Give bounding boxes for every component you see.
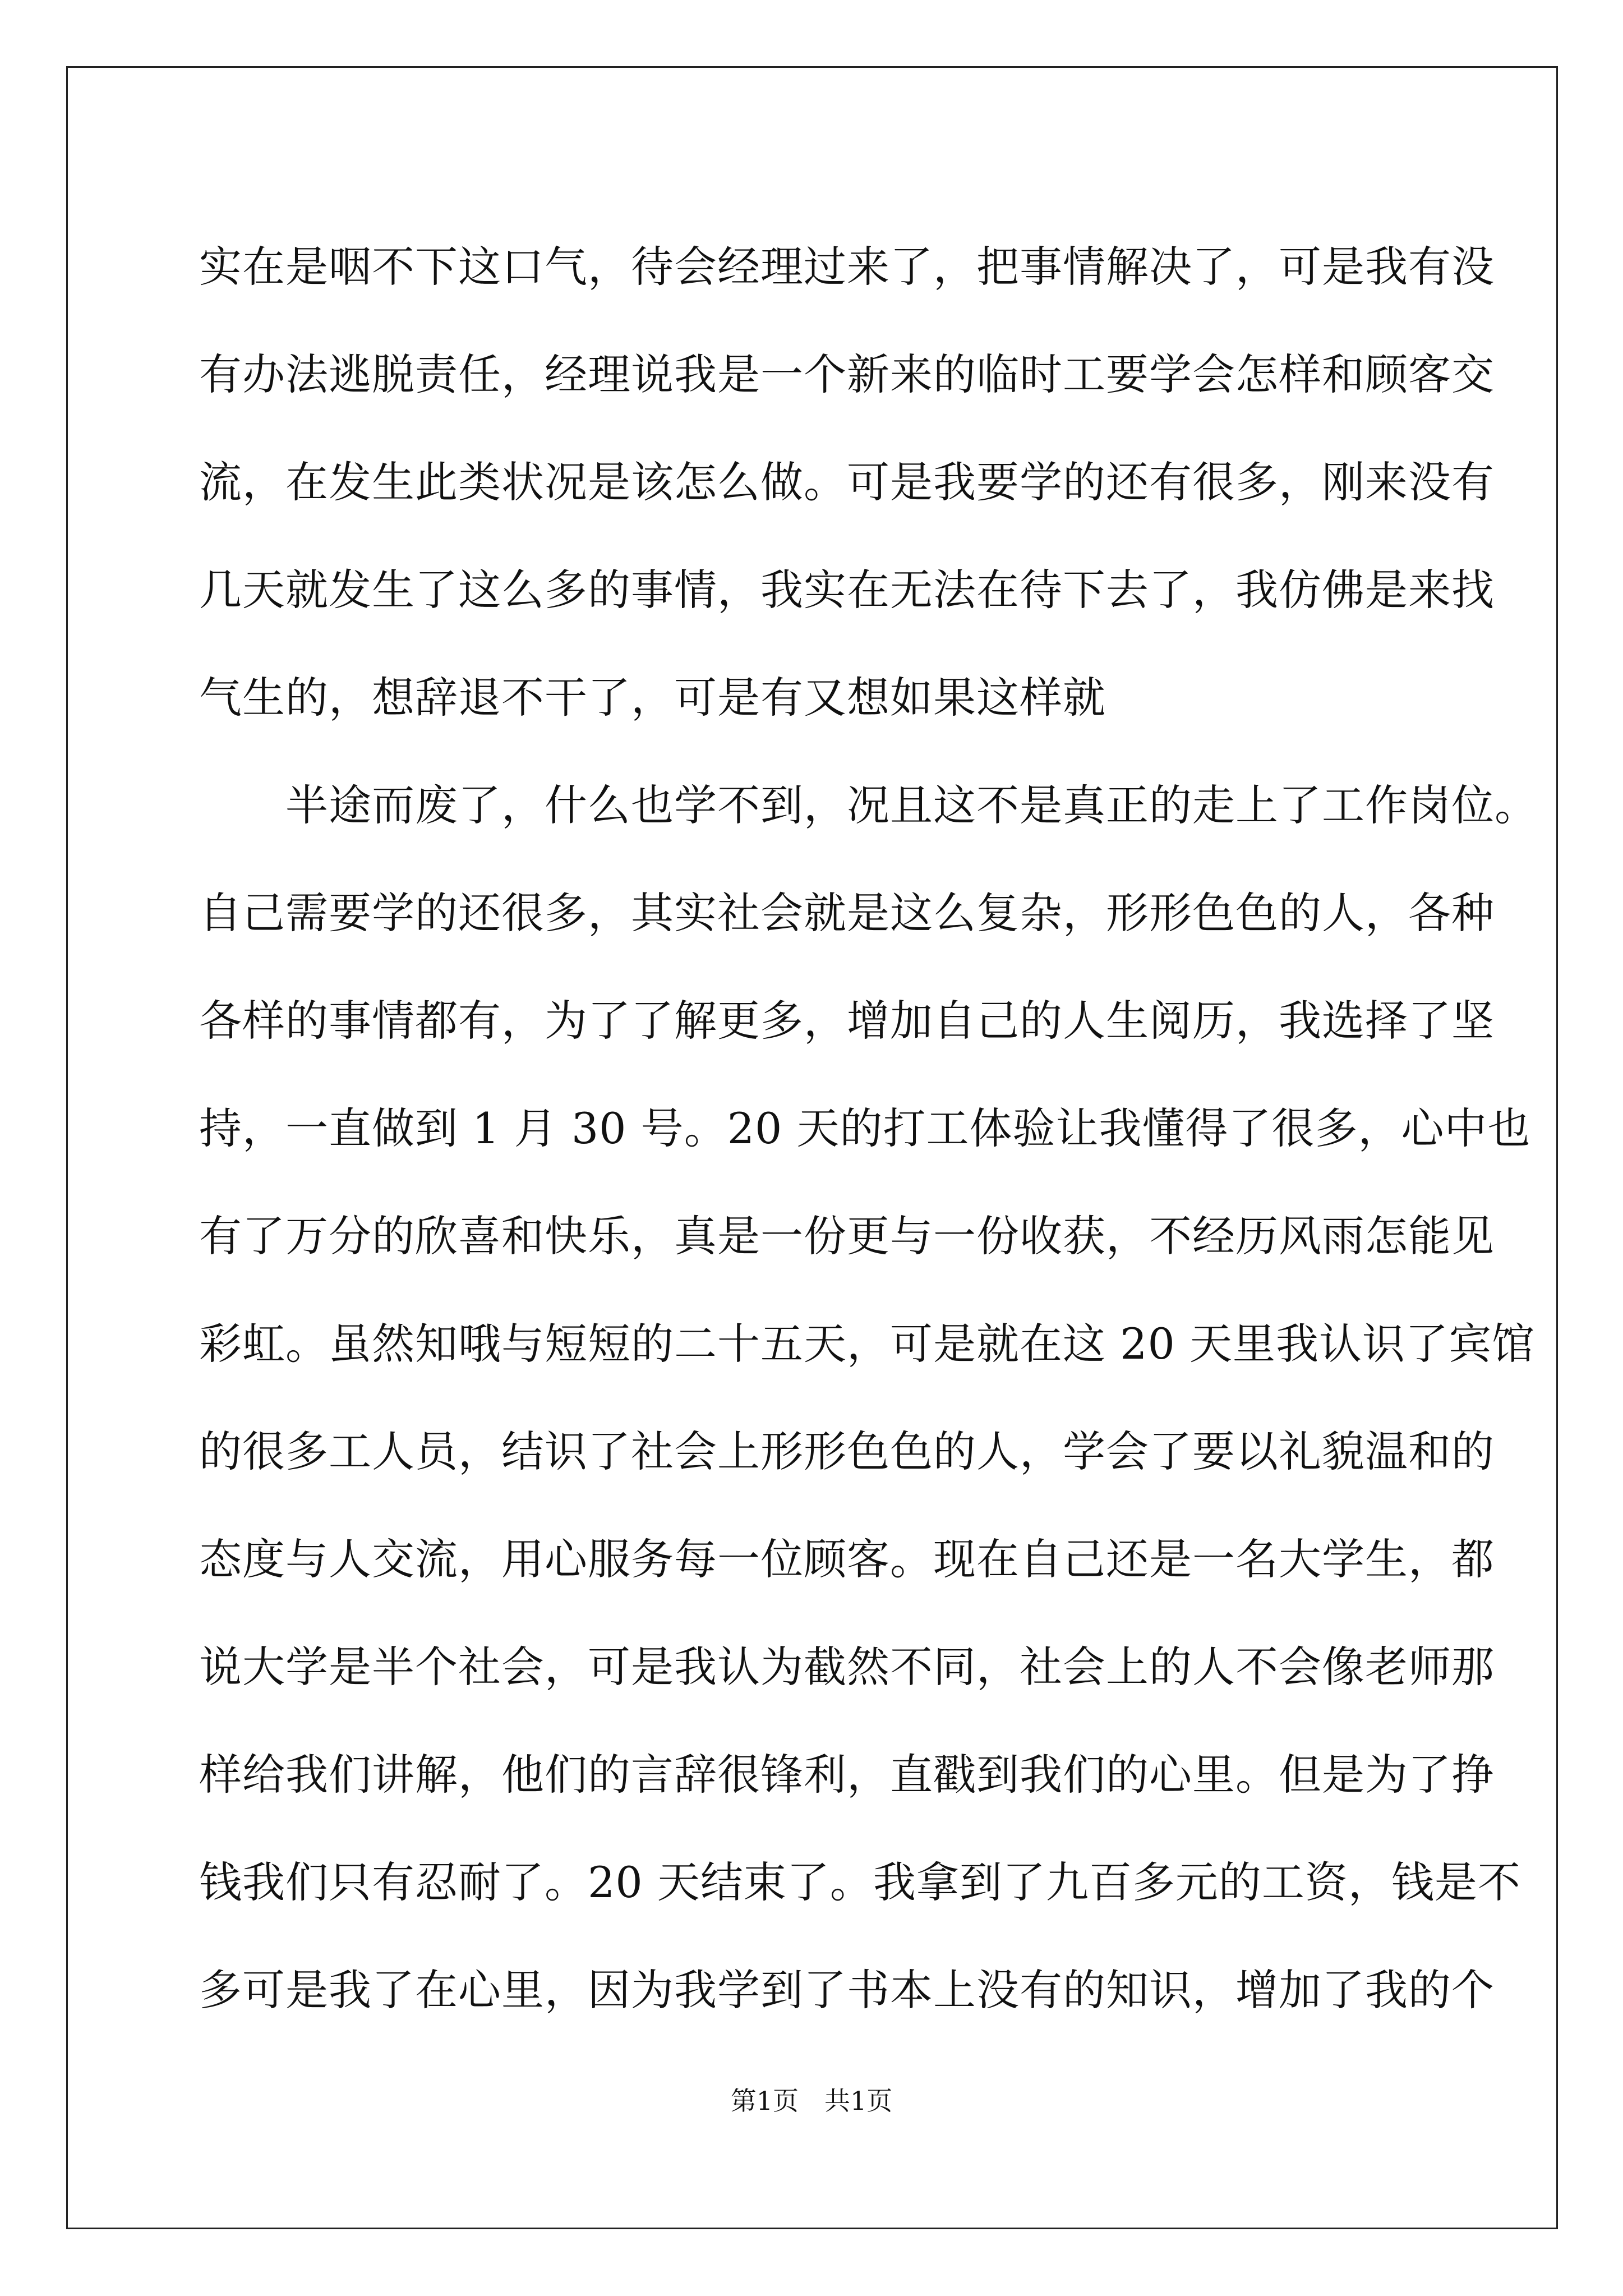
text-line: 几天就发生了这么多的事情，我实在无法在待下去了，我仿佛是来找 (199, 565, 1495, 615)
body-text (199, 213, 1538, 2044)
text-line: 的很多工人员，结识了社会上形形色色的人，学会了要以礼貌温和的 (199, 1427, 1495, 1476)
text-line: 自己需要学的还很多，其实社会就是这么复杂，形形色色的人，各种 (199, 888, 1495, 938)
text-line: 流，在发生此类状况是该怎么做。可是我要学的还有很多，刚来没有 (199, 457, 1495, 507)
text-line: 各样的事情都有，为了了解更多，增加自己的人生阅历，我选择了坚 (199, 996, 1495, 1046)
text-line: 持，一直做到 1 月 30 号。20 天的打工体验让我懂得了很多，心中也 (199, 1103, 1531, 1153)
text-line: 说大学是半个社会，可是我认为截然不同，社会上的人不会像老师那 (199, 1642, 1495, 1692)
text-line: 彩虹。虽然知哦与短短的二十五天，可是就在这 20 天里我认识了宾馆 (199, 1319, 1536, 1369)
text-line: 样给我们讲解，他们的言辞很锋利，直戳到我们的心里。但是为了挣 (199, 1750, 1495, 1800)
text-line: 半途而废了，什么也学不到，况且这不是真正的走上了工作岗位。 (199, 780, 1538, 830)
text-line: 多可是我了在心里，因为我学到了书本上没有的知识，增加了我的个 (199, 1965, 1495, 2015)
text-line: 有了万分的欣喜和快乐，真是一份更与一份收获，不经历风雨怎能见 (199, 1211, 1495, 1261)
text-line: 实在是咽不下这口气，待会经理过来了，把事情解决了，可是我有没 (199, 242, 1495, 292)
page-footer: 第1页 共1页 (730, 2086, 893, 2116)
text-line: 态度与人交流，用心服务每一位顾客。现在自己还是一名大学生，都 (199, 1534, 1495, 1584)
text-line: 有办法逃脱责任，经理说我是一个新来的临时工要学会怎样和顾客交 (199, 349, 1495, 399)
text-line: 钱我们只有忍耐了。20 天结束了。我拿到了九百多元的工资，钱是不 (199, 1857, 1521, 1907)
text-line: 气生的，想辞退不干了，可是有又想如果这样就 (199, 673, 1106, 723)
